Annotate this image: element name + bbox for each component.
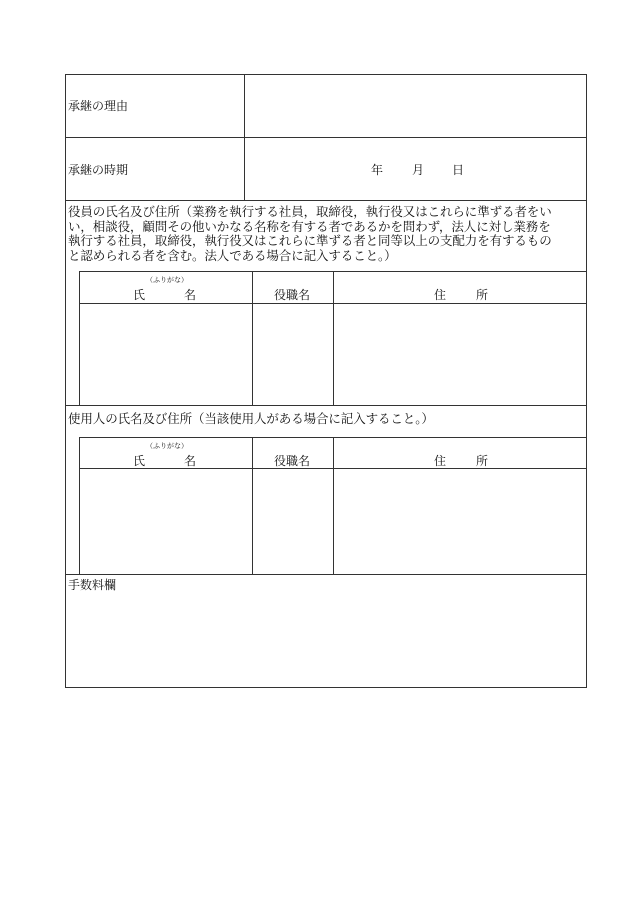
officers-title-line: 役員の氏名及び住所（業務を執行する社員，取締役，執行役又はこれらに準ずる者をい	[68, 204, 552, 219]
employees-title: 使用人の氏名及び住所（当該使用人がある場合に記入すること。）	[68, 411, 434, 426]
officers-title-line: い，相談役，顧問その他いかなる名称を有する者であるかを問わず，法人に対し業務を	[68, 218, 551, 234]
officers-position-header: 役職名	[274, 288, 311, 302]
succession-time-label: 承継の時期	[68, 163, 129, 177]
employees-address-char-1: 住	[434, 454, 447, 468]
employees-name-char-2: 名	[184, 454, 197, 468]
officers-address-char-2: 所	[476, 288, 489, 302]
officers-name-char-1: 氏	[133, 288, 146, 302]
employees-furigana-label: （ふりがな）	[146, 442, 188, 450]
officers-col-divider-1	[252, 271, 253, 405]
officers-title-line: と認められる者を含む。法人である場合に記入すること。）	[68, 247, 397, 263]
officers-name-char-2: 名	[184, 288, 197, 302]
divider-time	[65, 200, 587, 201]
divider-fee	[65, 574, 587, 575]
succession-reason-label: 承継の理由	[68, 99, 129, 113]
officers-title	[68, 205, 586, 263]
day-label: 日	[452, 163, 465, 177]
officers-address-char-1: 住	[434, 288, 447, 302]
employees-address-char-2: 所	[476, 454, 489, 468]
officers-table-left	[79, 271, 80, 405]
divider-reason	[65, 137, 587, 138]
employees-position-header: 役職名	[274, 454, 311, 468]
fee-label: 手数料欄	[68, 578, 117, 592]
employees-table-left	[79, 437, 80, 574]
year-label: 年	[371, 163, 384, 177]
employees-name-char-1: 氏	[133, 454, 146, 468]
officers-col-divider-2	[333, 271, 334, 405]
form-frame	[65, 74, 587, 688]
officers-title-line: 執行する社員，取締役，執行役又はこれらに準ずる者と同等以上の支配力を有するもの	[68, 233, 552, 248]
employees-col-divider-1	[252, 437, 253, 574]
divider-employees	[65, 405, 587, 406]
officers-furigana-label: （ふりがな）	[146, 276, 188, 284]
employees-col-divider-2	[333, 437, 334, 574]
label-column-divider	[244, 74, 245, 200]
month-label: 月	[412, 163, 425, 177]
